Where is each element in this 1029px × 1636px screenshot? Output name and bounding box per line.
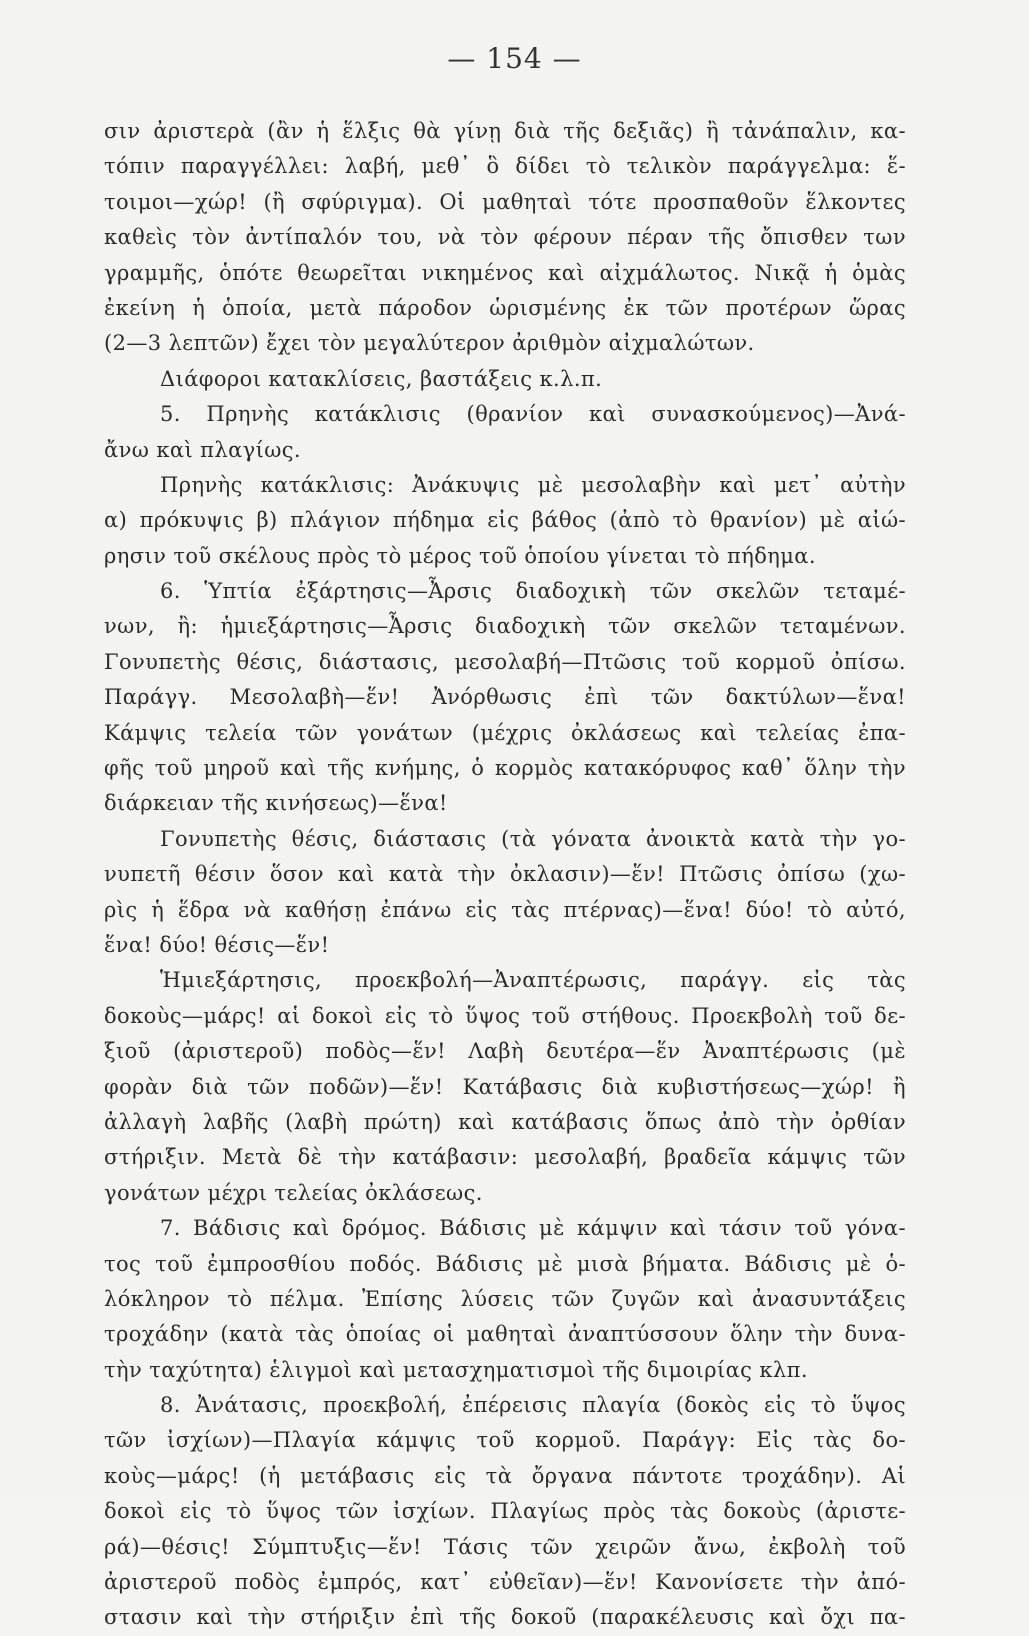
section-heading: Διάφοροι κατακλίσεις, βαστάξεις κ.λ.π. [160,366,603,391]
body-text [104,114,906,1636]
text-line: ἐκείνη ἡ ὁποία, μετὰ πάροδον ὡρισμένης ἐκ τῶν προτέρων ὥρας [104,295,906,320]
text-line: γονάτων μέχρι τελείας ὀκλάσεως. [104,1180,483,1205]
text-line: φῆς τοῦ μηροῦ καὶ τῆς κνήμης, ὁ κορμὸς κατακόρυφος καθ᾽ ὅλην τὴν [104,756,906,781]
text-line: δοκοὶ εἰς τὸ ὕψος τῶν ἰσχίων. Πλαγίως πρὸς τὰς δοκοὺς (ἀριστε- [104,1499,906,1524]
text-line: Γονυπετὴς θέσις, διάστασις, μεσολαβή—Πτῶσις τοῦ κορμοῦ ὀπίσω. [104,649,906,674]
text-line: ρησιν τοῦ σκέλους πρὸς τὸ μέρος τοῦ ὁποίου γίνεται τὸ πήδημα. [104,543,816,568]
text-line: ἕνα! δύο! θέσις—ἕν! [104,932,330,957]
text-line: γραμμῆς, ὁπότε θεωρεῖται νικημένος καὶ αἰχμάλωτος. Νικᾷ ἡ ὁμὰς [104,260,906,285]
text-line: φορὰν διὰ τῶν ποδῶν)—ἕν! Κατάβασις διὰ κυβιστήσεως—χώρ! ἢ [104,1074,906,1099]
text-line: ρά)—θέσις! Σύμπτυξις—ἕν! Τάσις τῶν χειρῶν ἄνω, ἐκβολὴ τοῦ [104,1534,906,1559]
text-line: Κάμψις τελεία τῶν γονάτων (μέχρις ὀκλάσεως καὶ τελείας ἐπα- [104,720,906,745]
text-line: τροχάδην (κατὰ τὰς ὁποίας οἱ μαθηταὶ ἀναπτύσσουν ὅλην τὴν δυνα- [104,1322,906,1347]
text-line: τος τοῦ ἐμπροσθίου ποδός. Βάδισις μὲ μισὰ βήματα. Βάδισις μὲ ὁ- [104,1251,906,1276]
text-line: στήριξιν. Μετὰ δὲ τὴν κατάβασιν: μεσολαβή, βραδεῖα κάμψις τῶν [104,1145,906,1170]
text-line: 7. Βάδισις καὶ δρόμος. Βάδισις μὲ κάμψιν καὶ τάσιν τοῦ γόνα- [160,1216,906,1241]
text-line: Γονυπετὴς θέσις, διάστασις (τὰ γόνατα ἀνοικτὰ κατὰ τὴν γο- [160,826,906,851]
text-line: (2—3 λεπτῶν) ἔχει τὸν μεγαλύτερον ἀριθμὸν αἰχμαλώτων. [104,331,755,356]
text-line: ἀλλαγὴ λαβῆς (λαβὴ πρώτη) καὶ κατάβασις ὅπως ἀπὸ τὴν ὀρθίαν [104,1109,906,1134]
text-line: νυπετῆ θέσιν ὅσον καὶ κατὰ τὴν ὀκλασιν)—ἕν! Πτῶσις ὀπίσω (χω- [104,862,906,887]
text-line: στασιν καὶ τὴν στήριξιν ἐπὶ τῆς δοκοῦ (παρακέλευσις καὶ ὄχι πα- [104,1605,906,1630]
text-line: τὴν ταχύτητα) ἑλιγμοὶ καὶ μετασχηματισμοὶ τῆς διμοιρίας κλπ. [104,1357,808,1382]
text-line: τοιμοι—χώρ! (ἢ σφύριγμα). Οἱ μαθηταὶ τότε προσπαθοῦν ἕλκοντες [104,189,906,214]
text-line: α) πρόκυψις β) πλάγιον πήδημα εἰς βάθος (ἀπὸ τὸ θρανίον) μὲ αἰώ- [104,508,906,533]
text-line: 5. Πρηνὴς κατάκλισις (θρανίον καὶ συνασκούμενος)—Ἀνά- [160,402,906,427]
text-line: τῶν ἰσχίων)—Πλαγία κάμψις τοῦ κορμοῦ. Παράγγ: Εἰς τὰς δο- [104,1428,906,1453]
text-line: Παράγγ. Μεσολαβὴ—ἕν! Ἀνόρθωσις ἐπὶ τῶν δακτύλων—ἕνα! [104,685,906,710]
text-line: ἀριστεροῦ ποδὸς ἐμπρός, κατ᾽ εὐθεῖαν)—ἕν! Κανονίσετε τὴν ἀπό- [104,1570,906,1595]
text-line: λόκληρον τὸ πέλμα. Ἐπίσης λύσεις τῶν ζυγῶν καὶ ἀνασυντάξεις [104,1286,906,1311]
text-line: 6. Ὑπτία ἐξάρτησις—Ἆρσις διαδοχικὴ τῶν σκελῶν τεταμέ- [160,579,906,604]
text-line: καθεὶς τὸν ἀντίπαλόν του, νὰ τὸν φέρουν πέραν τῆς ὄπισθεν των [104,225,906,250]
text-line: ξιοῦ (ἀριστεροῦ) ποδὸς—ἕν! Λαβὴ δευτέρα—ἕν Ἀναπτέρωσις (μὲ [104,1039,906,1064]
text-line: σιν ἀριστερὰ (ἂν ἡ ἕλξις θὰ γίνῃ διὰ τῆς δεξιᾶς) ἢ τἀνάπαλιν, κα- [104,119,906,143]
text-line: ἄνω καὶ πλαγίως. [104,437,301,462]
text-line: Ἡμιεξάρτησις, προεκβολή—Ἀναπτέρωσις, παράγγ. εἰς τὰς [160,968,906,993]
text-line: τόπιν παραγγέλλει: λαβή, μεθ᾽ ὃ δίδει τὸ τελικὸν παράγγελμα: ἕ- [104,154,906,179]
page-number: — 154 — [447,42,582,75]
text-line: 8. Ἀνάτασις, προεκβολή, ἐπέρεισις πλαγία (δοκὸς εἰς τὸ ὕψος [160,1393,906,1418]
text-line: Πρηνὴς κατάκλισις: Ἀνάκυψις μὲ μεσολαβὴν καὶ μετ᾽ αὐτὴν [160,472,906,497]
text-line: ρὶς ἡ ἕδρα νὰ καθήσῃ ἐπάνω εἰς τὰς πτέρνας)—ἕνα! δύο! τὸ αὐτό, [104,897,906,922]
text-line: διάρκειαν τῆς κινήσεως)—ἕνα! [104,791,448,816]
text-line: κοὺς—μάρς! (ἡ μετάβασις εἰς τὰ ὄργανα πάντοτε τροχάδην). Αἱ [104,1463,906,1488]
text-line: δοκοὺς—μάρς! αἱ δοκοὶ εἰς τὸ ὕψος τοῦ στήθους. Προεκβολὴ τοῦ δε- [104,1003,906,1028]
text-line: νων, ἢ: ἡμιεξάρτησις—Ἆρσις διαδοχικὴ τῶν σκελῶν τεταμένων. [104,614,906,639]
